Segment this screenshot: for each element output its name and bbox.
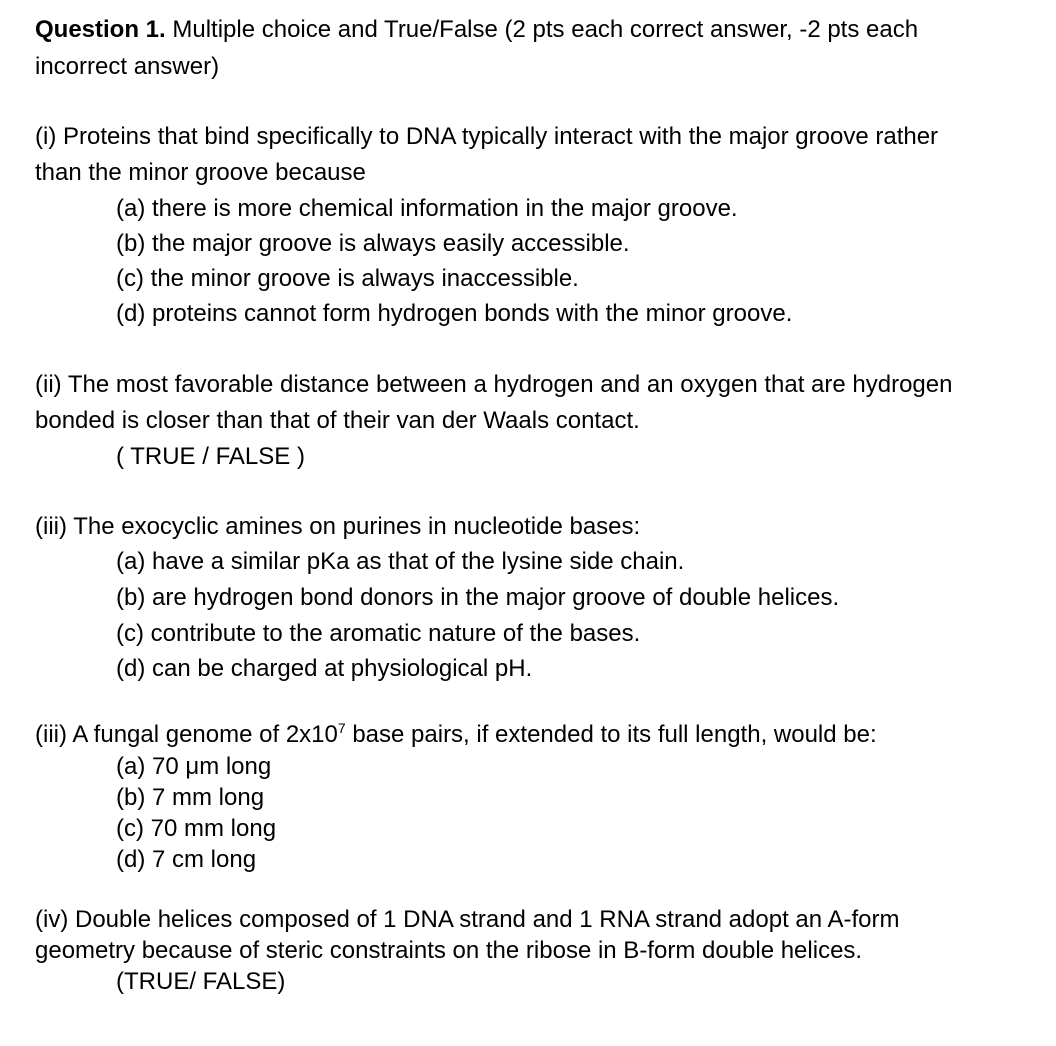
- q4-exponent: 7: [337, 720, 346, 736]
- q3-option-d: (d) can be charged at physiological pH.: [116, 655, 533, 682]
- q1-option-c: (c) the minor groove is always inaccessible.: [116, 265, 579, 292]
- q1-option-a: (a) there is more chemical information in the major groove.: [116, 195, 738, 222]
- question-label: Question 1.: [35, 16, 166, 43]
- q2-stem-line2: bonded is closer than that of their van der Waals contact.: [35, 407, 640, 434]
- q3-option-b: (b) are hydrogen bond donors in the major groove of double helices.: [116, 584, 840, 611]
- q4-option-b: (b) 7 mm long: [116, 784, 265, 811]
- q2-stem-line1: (ii) The most favorable distance between a hydrogen and an oxygen that are hydrogen: [35, 371, 953, 398]
- q3-option-a: (a) have a similar pKa as that of the lysine side chain.: [116, 548, 685, 575]
- q4-stem-pre: (iii) A fungal genome of 2x10: [35, 721, 338, 748]
- q1-stem-line1: (i) Proteins that bind specifically to DNA typically interact with the major groove rather: [35, 123, 939, 150]
- q1-option-b: (b) the major groove is always easily accessible.: [116, 230, 630, 257]
- q4-option-a: (a) 70 μm long: [116, 753, 272, 780]
- q1-stem-line2: than the minor groove because: [35, 159, 366, 186]
- q3-stem: (iii) The exocyclic amines on purines in nucleotide bases:: [35, 513, 641, 540]
- q4-stem: [35, 720, 877, 748]
- question-instructions-cont: incorrect answer): [35, 53, 220, 80]
- q5-stem-line1: (iv) Double helices composed of 1 DNA strand and 1 RNA strand adopt an A-form: [35, 906, 900, 933]
- q4-stem-post: base pairs, if extended to its full length, would be:: [345, 721, 877, 748]
- q5-answer: (TRUE/ FALSE): [116, 968, 286, 995]
- question-header: [35, 18, 918, 42]
- q5-stem-line2: geometry because of steric constraints on the ribose in B-form double helices.: [35, 937, 863, 964]
- q3-option-c: (c) contribute to the aromatic nature of the bases.: [116, 620, 641, 647]
- q2-answer: ( TRUE / FALSE ): [116, 443, 305, 470]
- q4-option-d: (d) 7 cm long: [116, 846, 257, 873]
- q1-option-d: (d) proteins cannot form hydrogen bonds with the minor groove.: [116, 300, 793, 327]
- question-instructions: Multiple choice and True/False (2 pts each correct answer, -2 pts each: [172, 16, 919, 43]
- q4-option-c: (c) 70 mm long: [116, 815, 277, 842]
